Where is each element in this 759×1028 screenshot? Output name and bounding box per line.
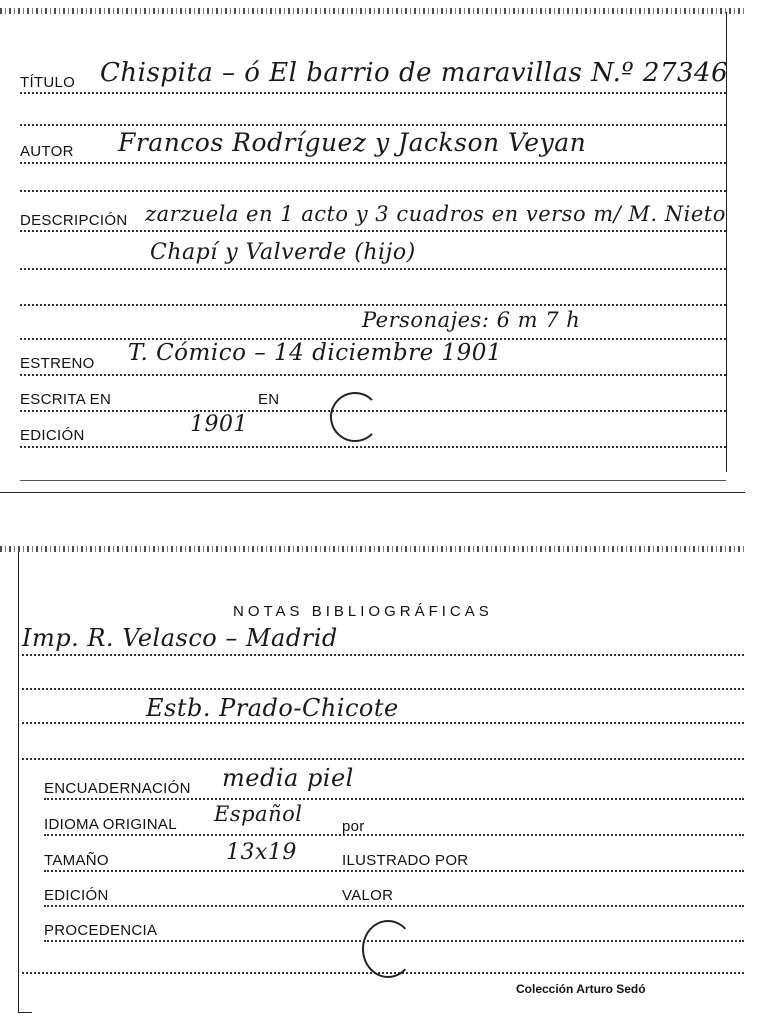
descripcion-value-line2: Chapí y Valverde (hijo) [150,240,416,265]
notes-line-2 [22,688,744,690]
collection-credit: Colección Arturo Sedó [516,982,646,996]
top-card-bottom-line [20,480,726,481]
tamano-value: 13x19 [226,840,297,865]
autor-line [20,162,726,164]
tamano-line [44,870,744,872]
titulo-line-2 [20,124,726,126]
descripcion-line-2 [20,268,726,270]
edicion-value: 1901 [190,412,248,437]
estreno-line [20,374,726,376]
edicion-line [20,446,726,448]
valor-label: VALOR [342,887,394,904]
idioma-original-value: Español [214,802,303,826]
autor-line-2 [20,190,726,192]
bottom-corner-mark [18,1012,32,1013]
punch-hole-top [330,392,380,442]
notes-line1: Imp. R. Velasco – Madrid [22,624,338,652]
por-label: por [342,818,365,835]
descripcion-line [20,230,726,232]
escrita-en-label: ESCRITA EN [20,391,112,408]
notes-line-3 [22,722,744,724]
descripcion-value-line3: Personajes: 6 m 7 h [362,308,581,332]
estreno-label: ESTRENO [20,355,95,372]
edicion-bottom-line [44,905,744,907]
descripcion-line-3 [20,304,726,306]
idioma-original-label: IDIOMA ORIGINAL [44,816,177,833]
descripcion-label: DESCRIPCIÓN [20,212,128,229]
notes-line-4 [22,758,744,760]
estreno-value: T. Cómico – 14 diciembre 1901 [128,340,503,366]
card-divider [0,492,745,493]
ilustrado-por-label: ILUSTRADO POR [342,852,469,869]
edicion-bottom-label: EDICIÓN [44,887,109,904]
edicion-label: EDICIÓN [20,427,85,444]
encuadernacion-label: ENCUADERNACIÓN [44,780,191,797]
escrita-en-en-label: EN [258,391,280,408]
descripcion-value-line1: zarzuela en 1 acto y 3 cuadros en verso m/ M. Nieto [145,202,726,226]
card-top-edge [0,8,745,14]
notes-line2: Estb. Prado-Chicote [146,694,399,722]
titulo-label: TÍTULO [20,74,76,91]
procedencia-label: PROCEDENCIA [44,922,158,939]
tamano-label: TAMAÑO [44,852,109,869]
titulo-line [20,92,726,94]
card-bottom-left-border [18,552,19,1012]
notas-heading: NOTAS BIBLIOGRÁFICAS [233,603,493,620]
punch-hole-bottom [362,920,414,978]
encuadernacion-line [44,798,744,800]
titulo-value: Chispita – ó El barrio de maravillas N.º 27346 [100,58,729,88]
autor-value: Francos Rodríguez y Jackson Veyan [118,128,587,157]
idioma-line [44,834,744,836]
encuadernacion-value: media piel [222,764,354,792]
autor-label: AUTOR [20,143,74,160]
notes-line-1 [22,654,744,656]
card-bottom-edge [0,546,745,552]
